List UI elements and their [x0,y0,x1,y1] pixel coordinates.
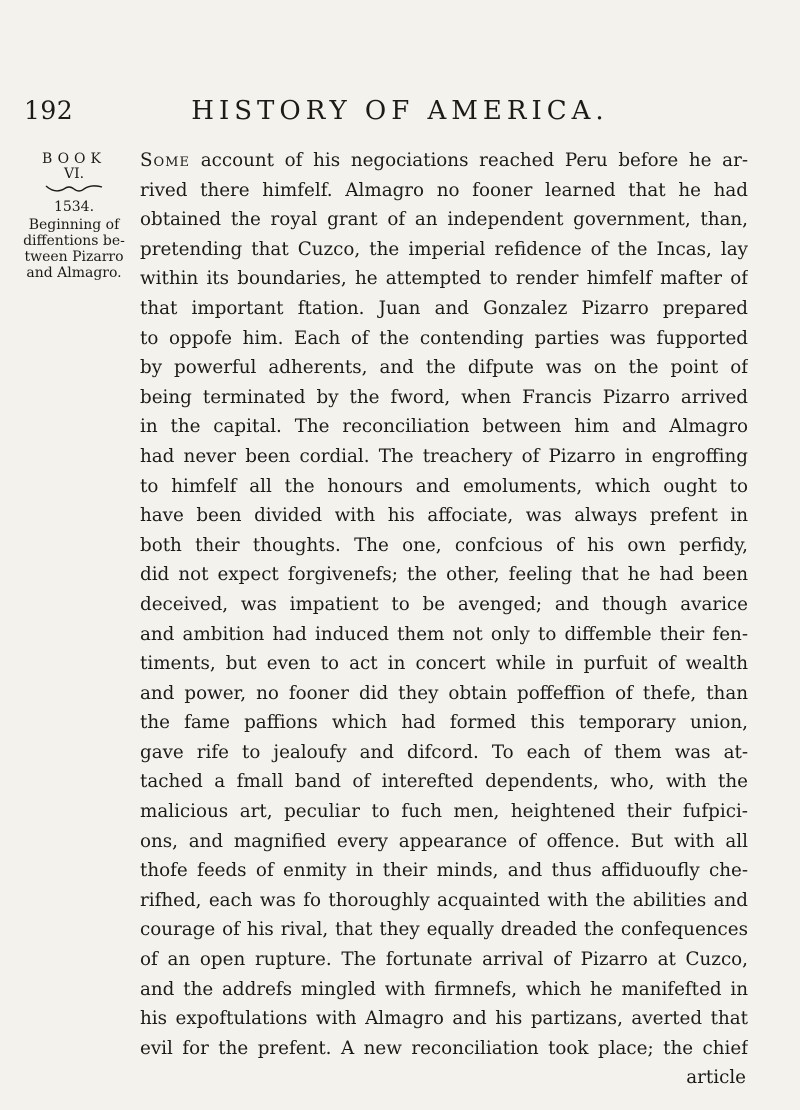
text-line: to himfelf all the honours and emoluments, which ought to [140,475,748,497]
text-line: both their thoughts. The one, confcious of his own perfidy, [140,534,748,556]
text-line: had never been cordial. The treachery of Pizarro in engroffing [140,445,748,467]
text-line: courage of his rival, that they equally dreaded the confequences [140,919,748,941]
text-line: thofe feeds of enmity in their minds, and thus affiduoufly che- [140,860,748,882]
text-line: of an open rupture. The fortunate arrival of Pizarro at Cuzco, [140,949,748,971]
text-line: evil for the prefent. A new reconciliation took place; the chief [140,1037,748,1059]
catchword: article [686,1067,746,1089]
main-text [140,146,748,1093]
text-line: have been divided with his affociate, was always prefent in [140,505,748,527]
text-line: to oppofe him. Each of the contending parties was fupported [140,327,748,349]
year-note: 1534. [53,199,95,215]
text-line: and ambition had induced them not only to diffemble their fen- [140,623,748,645]
text-line: within its boundaries, he attempted to render himfelf mafter of [140,268,748,290]
text-line: did not expect forgivenefs; the other, feeling that he had been [140,564,748,586]
sidenote: Beginning of diffentions be-tween Pizarro and Almagro. [23,217,125,281]
text-line: timents, but even to act in concert while in purfuit of wealth [140,653,748,675]
first-word: Some [140,150,190,171]
text-line: rifhed, each was fo thoroughly acquainted with the abilities and [140,889,748,911]
margin-column [18,151,130,281]
text-line: being terminated by the fword, when Francis Pizarro arrived [140,386,748,408]
page-number: 192 [24,96,74,125]
text-line: obtained the royal grant of an independent government, than, [140,209,748,231]
text-line: and the addrefs mingled with firmnefs, which he manifefted in [140,978,748,1000]
text-line: by powerful adherents, and the difpute was on the point of [140,357,748,379]
text-line: and power, no fooner did they obtain poffeffion of thefe, than [140,682,748,704]
text-line-content: account of his negociations reached Peru before he ar- [200,150,748,171]
text-line: pretending that Cuzco, the imperial refidence of the Incas, lay [140,238,748,260]
text-line: the fame paffions which had formed this temporary union, [140,712,748,734]
text-line: gave rife to jealoufy and difcord. To each of them was at- [140,741,748,763]
text-line: ons, and magnified every appearance of offence. But with all [140,830,748,852]
text-line: deceived, was impatient to be avenged; and though avarice [140,593,748,615]
text-line: in the capital. The reconciliation between him and Almagro [140,416,748,438]
text-line: that important ftation. Juan and Gonzalez Pizarro prepared [140,297,748,319]
text-line: malicious art, peculiar to fuch men, heightened their fufpici- [140,801,748,823]
text-line [140,146,748,176]
ornament-icon [45,184,103,194]
running-head: HISTORY OF AMERICA. [191,96,609,126]
book-label: BOOK [42,151,106,167]
book-number: VI. [63,166,85,182]
text-line: tached a fmall band of interefted dependents, who, with the [140,771,748,793]
text-line: rived there himfelf. Almagro no fooner learned that he had [140,179,748,201]
text-line: his expoftulations with Almagro and his partizans, averted that [140,1008,748,1030]
